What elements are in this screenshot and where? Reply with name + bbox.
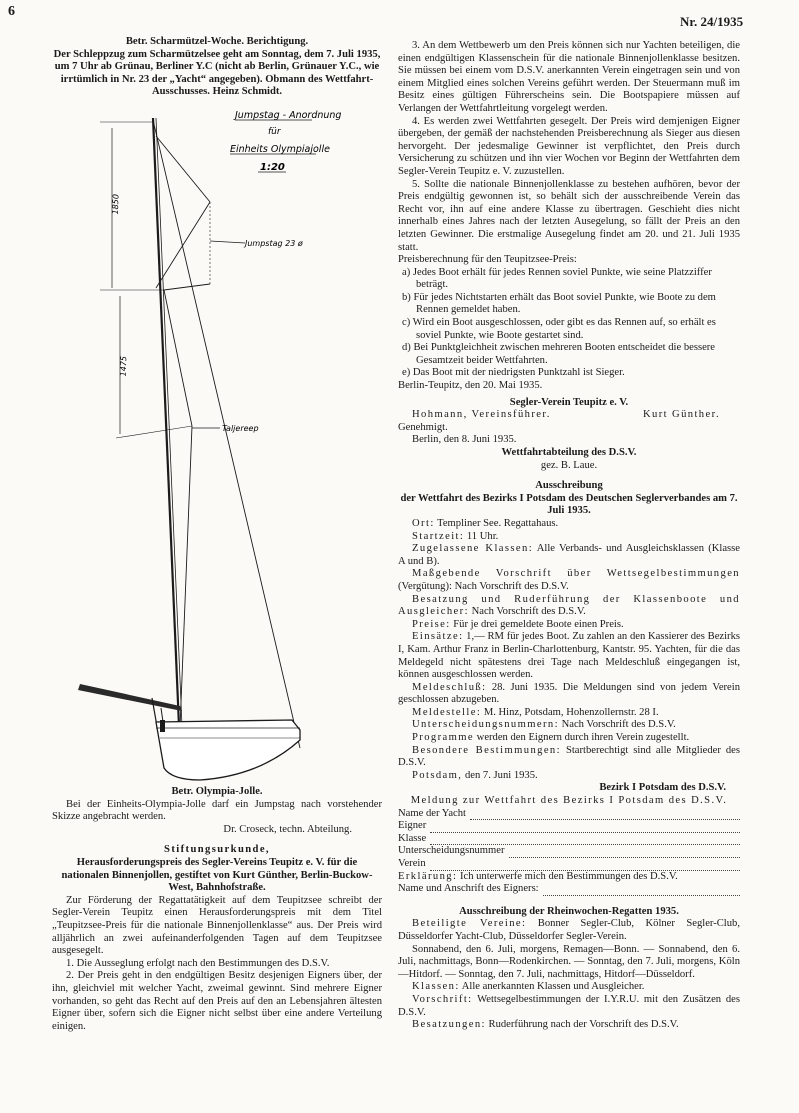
berichtigung-text: Der Schleppzug zum Scharmützelsee geht am Sonntag, dem 7. Juli 1935, um 7 Uhr ab Grünau, Berliner Y.C (nicht ab Berlin, Grünauer Y.C., wie irrtümlich in Nr. 23 der „Yacht“ angegeben). Obmann des Wettfahrt-Ausschusses. Heinz Schmidt. bbox=[53, 48, 381, 98]
ausschreibung-item bbox=[398, 944, 740, 982]
item-key: Besatzung und Ruderführung der Klassenboote und Ausgleicher: bbox=[398, 593, 740, 618]
ausschreibung-title: Ausschreibung bbox=[535, 480, 603, 492]
rheinwochen-items bbox=[398, 918, 740, 1031]
form-field[interactable] bbox=[398, 808, 740, 821]
olympia-text: Bei der Einheits-Olympia-Jolle darf ein Jumpstag nach vorstehender Skizze angebracht werden. bbox=[52, 798, 382, 823]
stiftung-p2: 1. Die Ausseglung erfolgt nach den Bestimmungen des D.S.V. bbox=[66, 957, 330, 969]
ausschreibung-items bbox=[398, 518, 740, 782]
item-value: (Vergütung): Nach Vorschrift des D.S.V. bbox=[398, 580, 569, 592]
item-value: Bonner Segler-Club, Kölner Segler-Club, Düsseldorfer Yacht-Club, Düsseldorfer Segler-Verein. bbox=[398, 918, 740, 942]
ausschreibung-item bbox=[398, 518, 740, 531]
rheinwochen-title: Ausschreibung der Rheinwochen-Regatten 1935. bbox=[459, 905, 679, 917]
form-field[interactable] bbox=[398, 820, 740, 833]
item-value: Nach Vorschrift des D.S.V. bbox=[558, 719, 676, 731]
item-value: M. Hinz, Potsdam, Hohenzollernstr. 28 I. bbox=[481, 706, 659, 718]
paragraph-3: 3. An dem Wettbewerb um den Preis können sich nur Yachten beteiligen, die einen endgültigen Klassenschein für die nationale Binnenjollenklasse besitzen. Sie müssen bei einem vom D.S.V. anerkannten Verein eingetragen sein und von einem Mitglied eines solchen Vereins geführt werden. Der Steuermann muß im Besitz eines gültigen Führerscheins sein. Die Bootspapiere müssen auf Verlangen der Wettfahrtleitung vorgelegt werden. bbox=[398, 40, 740, 114]
ausschreibung-subtitle: der Wettfahrt des Bezirks I Potsdam des Deutschen Seglerverbandes am 7. Juli 1935. bbox=[400, 492, 738, 517]
ausschreibung-item bbox=[398, 719, 740, 732]
list-item: e) Das Boot mit der niedrigsten Punktzahl ist Sieger. bbox=[402, 367, 625, 379]
form-field[interactable] bbox=[398, 833, 740, 846]
date-teupitz: Berlin-Teupitz, den 20. Mai 1935. bbox=[398, 380, 543, 392]
hull bbox=[156, 720, 300, 780]
item-key: Potsdam, bbox=[412, 769, 463, 781]
drawing-title-2: für bbox=[268, 127, 281, 137]
list-item: c) Wird ein Boot ausgeschlossen, oder gibt es das Rennen auf, so erhält es soviel Punkte, wie Boote gestartet sind. bbox=[402, 317, 716, 341]
item-value: Alle Verbands- und Ausgleichsklassen (Klasse A und B). bbox=[398, 543, 740, 567]
item-value: 1,— RM für jedes Boot. Zu zahlen an den Kassierer des Bezirks I, Kam. Arthur Franz in Berlin-Charlottenburg, Kantstr. 95. Yachten, für die das Meldegeld nicht spätestens drei Tage nach Meldeschluß eingegangen ist, können ausgeschlossen werden. bbox=[398, 631, 740, 681]
erklaerung-label: Erklärung: bbox=[398, 870, 458, 882]
stiftung-title: Stiftungsurkunde, bbox=[164, 844, 270, 856]
item-key: Beteiligte Vereine: bbox=[412, 918, 527, 930]
ausschreibung-item bbox=[398, 631, 740, 681]
meldung-title: Meldung zur Wettfahrt des Bezirks I Potsdam des D.S.V. bbox=[410, 795, 728, 807]
form-field[interactable] bbox=[398, 845, 740, 858]
ausschreibung-item bbox=[398, 707, 740, 720]
signature-laue: gez. B. Laue. bbox=[540, 459, 598, 471]
list-item: d) Bei Punktgleichheit zwischen mehreren Booten entscheidet die bessere Gesamtzeit beider Wettfahrten. bbox=[402, 342, 716, 366]
drawing-title-1: Jumpstag - Anordnung bbox=[235, 110, 342, 121]
item-value: Templiner See. Regattahaus. bbox=[434, 517, 559, 529]
item-value: werden den Eignern durch ihren Verein zugestellt. bbox=[474, 732, 690, 744]
page-number: 6 bbox=[8, 4, 15, 19]
item-value: Startberechtigt sind alle Mitglieder des D.S.V. bbox=[398, 744, 740, 769]
signature-hohmann: Hohmann, Vereinsführer. bbox=[412, 409, 551, 421]
signature-guenther: Kurt Günther. bbox=[642, 409, 720, 421]
form-field-label: Verein bbox=[398, 858, 426, 869]
item-key: Unterscheidungsnummern: bbox=[412, 719, 559, 731]
preis-intro: Preisberechnung für den Teupitzsee-Preis: bbox=[398, 254, 577, 266]
item-value: 28. Juni 1935. Die Meldungen sind von jedem Verein geschlossen abzugeben. bbox=[398, 681, 740, 706]
olympia-title: Betr. Olympia-Jolle. bbox=[171, 786, 263, 797]
bezirk-sign: Bezirk I Potsdam des D.S.V. bbox=[599, 782, 726, 794]
form-field-label: Unterscheidungsnummer bbox=[398, 845, 505, 857]
stiftung-subtitle: Herausforderungspreis des Segler-Vereins Teupitz e. V. für die nationalen Binnenjollen, gestiftet von Kurt Günther, Berlin-Buckow-West, Bahnhofstraße. bbox=[61, 856, 373, 894]
olympia-sign: Dr. Croseck, techn. Abteilung. bbox=[223, 823, 352, 835]
item-key: Meldestelle: bbox=[412, 706, 482, 718]
item-value: 11 Uhr. bbox=[464, 530, 499, 542]
dimension-1475: 1475 bbox=[118, 355, 129, 377]
stiftung-p1: Zur Förderung der Regattatätigkeit auf dem Teupitzsee schreibt der Segler-Verein Teupitz einen Herausforderungspreis mit dem Titel „Teupitzsee-Preis für die nationale Binnenjollenklasse“ aus. Der Preis wird alljährlich an zwei aufeinanderfolgenden Tagen auf dem Teupitzsee ausgesegelt. bbox=[52, 894, 382, 957]
drawing-title-3: Einheits Olympiajolle bbox=[230, 144, 330, 155]
taljereep-label: Taljereep bbox=[222, 424, 259, 433]
ausschreibung-item bbox=[398, 994, 740, 1019]
paragraph-4: 4. Es werden zwei Wettfahrten gesegelt. Der Preis wird demjenigen Eigner übergeben, der gemäß der nachstehenden Preisberechnung als Sieger aus diesen hervorgeht. Der jedesmalige Gewinner ist verpflichtet, den Preis durch Versicherung zu schützen und ihn vier Wochen vor Beginn der Wettfahrten dem Segler-Verein Teupitz e. V. zuzustellen. bbox=[398, 115, 740, 177]
item-key: Maßgebende Vorschrift über Wettsegelbestimmungen bbox=[412, 568, 740, 580]
item-key: Besatzungen: bbox=[412, 1019, 486, 1031]
ausschreibung-item bbox=[398, 531, 740, 544]
olympia-section bbox=[52, 786, 382, 1033]
drawing-scale: 1:20 bbox=[260, 162, 285, 173]
mast bbox=[153, 118, 179, 726]
right-column bbox=[398, 40, 740, 1032]
ausschreibung-item bbox=[398, 918, 740, 943]
item-value: Sonnabend, den 6. Juli, morgens, Remagen—Bonn. — Sonnabend, den 6. Juli, nachmittags, Bonn—Rodenkirchen. — Sonntag, den 7. Juli, morgens, Köln—Hitdorf. — Sonntag, den 7. Juli, nachmittags, Hitdorf—Düsseldorf. bbox=[398, 943, 740, 980]
item-key: Ort: bbox=[412, 517, 435, 529]
date-berlin: Berlin, den 8. Juni 1935. bbox=[412, 434, 517, 446]
ausschreibung-item bbox=[398, 594, 740, 619]
form-field-label: Klasse bbox=[398, 832, 427, 844]
ausschreibung-item bbox=[398, 568, 740, 593]
item-key: Vorschrift: bbox=[412, 993, 473, 1005]
ausschreibung-item bbox=[398, 682, 740, 707]
item-value: den 7. Juni 1935. bbox=[462, 769, 538, 781]
left-column bbox=[52, 36, 382, 99]
item-key: Preise: bbox=[412, 618, 451, 630]
sailboat-sketch bbox=[60, 108, 390, 784]
item-key: Programme bbox=[412, 732, 475, 744]
verein-name: Segler-Verein Teupitz e. V. bbox=[509, 396, 629, 408]
ausschreibung-item bbox=[398, 1019, 740, 1032]
paragraph-5: 5. Sollte die nationale Binnenjollenklasse zu bestehen aufhören, bevor der Preis endgültig gewonnen ist, so behält sich der ausschreibende Verein das Recht vor, ihn auf eine andere Klasse zu übertragen. Geschieht dies nicht innerhalb eines Jahres nach der letzten Ausegelung, so fällt der Preis an den letzten Gewinner. Die erstmalige Ausegelung findet am 20. und 21. Juli 1935 statt. bbox=[398, 178, 740, 253]
jumpstag-drawing bbox=[60, 108, 390, 784]
item-value: Nach Vorschrift des D.S.V. bbox=[468, 606, 586, 618]
ausschreibung-item bbox=[398, 732, 740, 745]
list-item: a) Jedes Boot erhält für jedes Rennen soviel Punkte, wie seine Platzziffer beträgt. bbox=[402, 266, 712, 291]
boom bbox=[78, 684, 182, 711]
item-key: Meldeschluß: bbox=[412, 681, 487, 693]
ausschreibung-item bbox=[398, 770, 740, 783]
jumpstag-label: Jumpstag 23 ø bbox=[245, 239, 303, 248]
dimension-1850: 1850 bbox=[110, 193, 121, 215]
item-key: Besondere Bestimmungen: bbox=[412, 744, 561, 756]
item-value: Alle anerkannten Klassen und Ausgleicher. bbox=[459, 981, 645, 993]
item-key: Zugelassene Klassen: bbox=[412, 543, 534, 555]
genehmigt: Genehmigt. bbox=[398, 421, 448, 433]
item-value: Für je drei gemeldete Boote einen Preis. bbox=[450, 618, 624, 630]
stiftung-p3: 2. Der Preis geht in den endgültigen Besitz desjenigen Eigners über, der ihn, gleichviel mit welcher Yacht, zweimal gewinnt. Sind mehrere Eigner vorhanden, so geht das Recht auf den Preis auf den an Lebensjahren ältesten Eigner über, sofern sich die Eigner nicht selbst über eine andere Verteilung einigen. bbox=[52, 970, 382, 1032]
item-key: Startzeit: bbox=[412, 530, 465, 542]
item-value: Wettsegelbestimmungen der I.Y.R.U. mit den Zusätzen des D.S.V. bbox=[398, 993, 740, 1018]
ausschreibung-item bbox=[398, 619, 740, 632]
list-item: b) Für jedes Nichtstarten erhält das Boot soviel Punkte, wie Boote zu dem Rennen gemeldet haben. bbox=[402, 291, 716, 316]
item-key: Klassen: bbox=[412, 981, 460, 993]
anschrift-field[interactable]: Name und Anschrift des Eigners: bbox=[398, 883, 740, 896]
wettfahrtabteilung: Wettfahrtabteilung des D.S.V. bbox=[501, 447, 637, 458]
item-value: Ruderführung nach der Vorschrift des D.S.V. bbox=[485, 1019, 679, 1031]
ausschreibung-item bbox=[398, 543, 740, 568]
erklaerung-text: Ich unterwerfe mich den Bestimmungen des D.S.V. bbox=[457, 870, 678, 882]
form-field-label: Name der Yacht bbox=[398, 807, 466, 819]
ausschreibung-item bbox=[398, 745, 740, 770]
form-field-label: Eigner bbox=[398, 820, 427, 832]
berichtigung-title: Betr. Scharmützel-Woche. Berichtigung. bbox=[125, 36, 309, 47]
registration-form bbox=[398, 808, 740, 871]
issue-number: Nr. 24/1935 bbox=[680, 14, 744, 29]
ausschreibung-item bbox=[398, 981, 740, 994]
item-key: Einsätze: bbox=[412, 631, 464, 643]
form-field[interactable] bbox=[398, 858, 740, 871]
